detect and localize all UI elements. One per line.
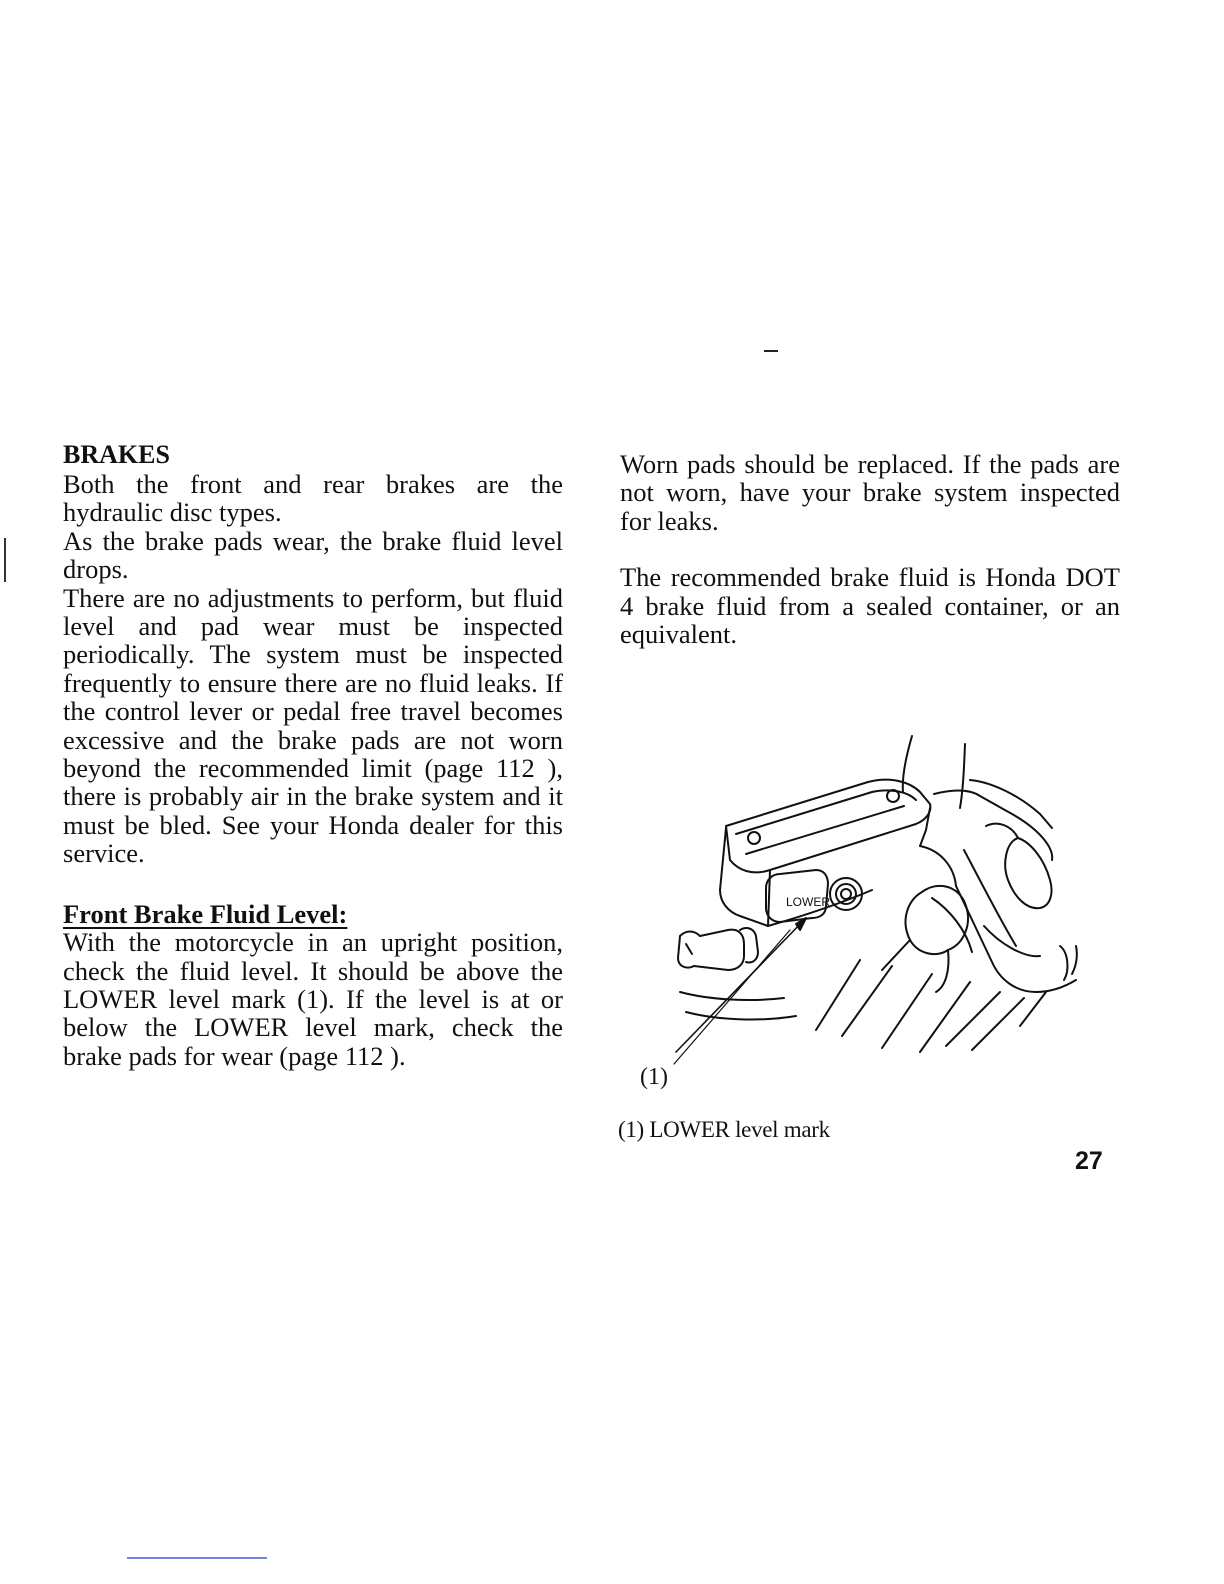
- paragraph: With the motorcycle in an upright position, check the fluid level. It should be above the LOWER level mark (1). If the level is at or below the LOWER level mark, check the brake pads for wear (page 112 ).: [63, 927, 563, 1071]
- section-heading: BRAKES: [63, 440, 170, 469]
- brake-reservoir-drawing: [620, 730, 1080, 1090]
- footer-line: [127, 1557, 267, 1559]
- reservoir-lower-label: LOWER: [786, 895, 831, 909]
- brake-reservoir-illustration: [620, 730, 1080, 1090]
- paragraph: Worn pads should be replaced. If the pads are not worn, have your brake system inspected for leaks.: [620, 449, 1120, 536]
- paragraph: As the brake pads wear, the brake fluid level drops.: [63, 525, 563, 585]
- paragraph: There are no adjustments to perform, but fluid level and pad wear must be inspected periodically. The system must be inspected frequently to ensure there are no fluid leaks. If the control lever or pedal free travel becomes excessive and the brake pads are not worn beyond the recommended limit (page 112 ), there is probably air in the brake system and it must be bled. See your Honda dealer for this service.: [63, 582, 563, 869]
- top-dash-mark: [764, 350, 778, 352]
- figure-callout: (1): [640, 1064, 668, 1090]
- page-number: 27: [1075, 1147, 1103, 1175]
- paragraph: Both the front and rear brakes are the hydraulic disc types.: [63, 469, 563, 528]
- left-column: [63, 440, 563, 1070]
- right-column: [620, 450, 1120, 648]
- paragraph: The recommended brake fluid is Honda DOT 4 brake fluid from a sealed container, or an equivalent.: [620, 562, 1120, 650]
- figure-caption: (1) LOWER level mark: [618, 1117, 830, 1142]
- margin-bar: [4, 538, 6, 582]
- subheading: Front Brake Fluid Level:: [63, 898, 348, 929]
